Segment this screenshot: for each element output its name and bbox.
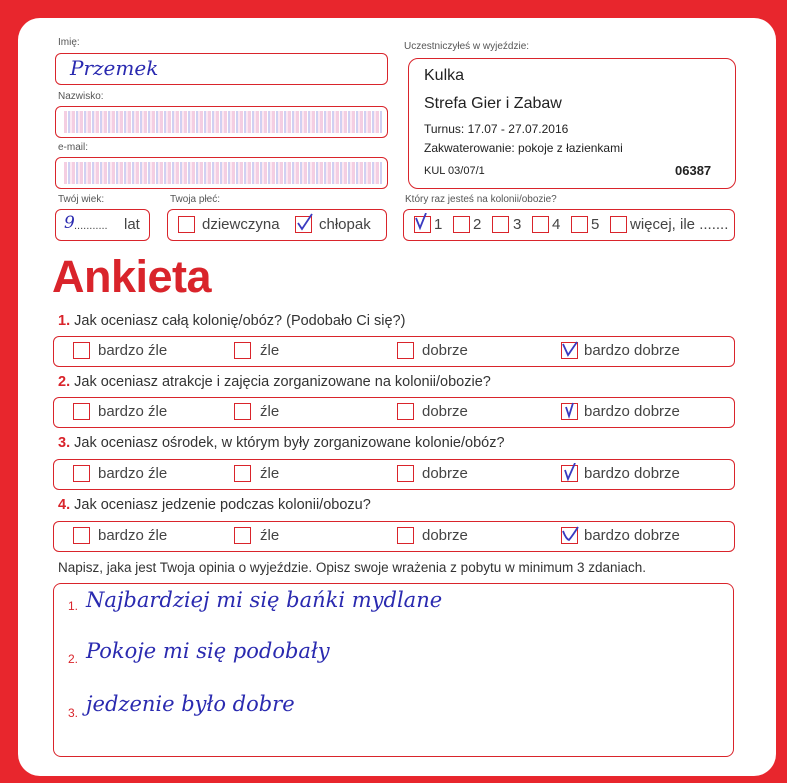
gender-male-label: chłopak — [319, 216, 371, 233]
q1-dobrze-checkbox[interactable] — [397, 342, 414, 359]
question-3-number: 3. — [58, 435, 71, 451]
question-3-scale — [53, 459, 735, 490]
times-4-label: 4 — [552, 216, 561, 233]
q4-bardzo-zle-label: bardzo źle — [98, 527, 168, 544]
question-2 — [58, 374, 491, 390]
gender-label: Twoja płeć: — [170, 194, 221, 205]
times-more-checkbox[interactable] — [610, 216, 627, 233]
age-value: 9 — [64, 213, 75, 233]
trip-label: Uczestniczyłeś w wyjeździe: — [404, 41, 530, 52]
redacted-email — [64, 162, 382, 184]
q2-dobrze-checkbox[interactable] — [397, 403, 414, 420]
check-mark-icon — [414, 213, 434, 233]
times-2-checkbox[interactable] — [453, 216, 470, 233]
question-4-scale — [53, 521, 735, 552]
times-more-label: więcej, ile ....... — [630, 216, 729, 233]
times-field — [403, 209, 735, 241]
opinion-line-2-number: 2. — [68, 652, 79, 666]
check-mark-icon — [561, 340, 581, 360]
q4-zle-label: źle — [260, 527, 280, 544]
times-1-checkbox[interactable] — [414, 216, 431, 233]
q1-bardzo-dobrze-checkbox[interactable] — [561, 342, 578, 359]
question-2-scale — [53, 397, 735, 428]
email-label: e-mail: — [58, 142, 89, 153]
check-mark-icon — [295, 213, 315, 233]
times-5-label: 5 — [591, 216, 600, 233]
opinion-line-1: Najbardziej mi się bańki mydlane — [86, 588, 443, 612]
surname-field[interactable] — [55, 106, 388, 138]
trip-info-box — [408, 58, 736, 189]
question-4-number: 4. — [58, 497, 71, 513]
question-2-text: Jak oceniasz atrakcje i zajęcia zorganizowane na kolonii/obozie? — [74, 374, 491, 390]
q4-dobrze-label: dobrze — [422, 527, 468, 544]
q3-bardzo-dobrze-label: bardzo dobrze — [584, 465, 680, 482]
form-number: 06387 — [675, 163, 712, 178]
times-3-label: 3 — [513, 216, 522, 233]
q2-bardzo-dobrze-checkbox[interactable] — [561, 403, 578, 420]
redacted-surname — [64, 111, 382, 133]
q4-bardzo-zle-checkbox[interactable] — [73, 527, 90, 544]
q2-bardzo-zle-label: bardzo źle — [98, 403, 168, 420]
opinion-line-3-number: 3. — [68, 706, 79, 720]
times-4-checkbox[interactable] — [532, 216, 549, 233]
question-1-scale — [53, 336, 735, 367]
age-unit: lat — [124, 216, 140, 233]
q2-zle-label: źle — [260, 403, 280, 420]
opinion-line-1-number: 1. — [68, 599, 79, 613]
trip-code: KUL 03/07/1 — [424, 165, 485, 177]
question-3 — [58, 435, 505, 451]
check-mark-icon — [561, 463, 581, 483]
question-3-text: Jak oceniasz ośrodek, w którym były zorganizowane kolonie/obóz? — [74, 435, 505, 451]
question-1-text: Jak oceniasz całą kolonię/obóz? (Podobało Ci się?) — [74, 313, 406, 329]
check-mark-icon — [561, 401, 581, 421]
q3-bardzo-dobrze-checkbox[interactable] — [561, 465, 578, 482]
email-field[interactable] — [55, 157, 388, 189]
times-1-label: 1 — [434, 216, 443, 233]
gender-female-label: dziewczyna — [202, 216, 280, 233]
name-value: Przemek — [70, 56, 159, 80]
turnus: Turnus: 17.07 - 27.07.2016 — [424, 122, 569, 136]
opinion-prompt: Napisz, jaka jest Twoja opinia o wyjeździe. Opisz swoje wrażenia z pobytu w minimum 3 zdaniach. — [58, 560, 647, 575]
survey-sheet — [18, 18, 776, 776]
trip-subtitle: Strefa Gier i Zabaw — [424, 95, 562, 112]
trip-name: Kulka — [424, 67, 465, 84]
opinion-line-2: Pokoje mi się podobały — [86, 639, 330, 663]
q2-bardzo-zle-checkbox[interactable] — [73, 403, 90, 420]
q3-zle-label: źle — [260, 465, 280, 482]
q1-bardzo-dobrze-label: bardzo dobrze — [584, 342, 680, 359]
times-5-checkbox[interactable] — [571, 216, 588, 233]
q3-dobrze-label: dobrze — [422, 465, 468, 482]
opinion-line-3: jedzenie było dobre — [86, 692, 295, 716]
q1-bardzo-zle-label: bardzo źle — [98, 342, 168, 359]
age-dots: ........... — [74, 220, 108, 232]
q4-bardzo-dobrze-label: bardzo dobrze — [584, 527, 680, 544]
gender-female-checkbox[interactable] — [178, 216, 195, 233]
question-1 — [58, 313, 405, 329]
question-4-text: Jak oceniasz jedzenie podczas kolonii/obozu? — [74, 497, 371, 513]
q2-dobrze-label: dobrze — [422, 403, 468, 420]
q1-zle-checkbox[interactable] — [234, 342, 251, 359]
q4-zle-checkbox[interactable] — [234, 527, 251, 544]
q3-zle-checkbox[interactable] — [234, 465, 251, 482]
times-2-label: 2 — [473, 216, 482, 233]
q2-zle-checkbox[interactable] — [234, 403, 251, 420]
gender-field — [167, 209, 387, 241]
q2-bardzo-dobrze-label: bardzo dobrze — [584, 403, 680, 420]
survey-title: Ankieta — [52, 251, 212, 302]
opinion-box[interactable] — [53, 583, 734, 757]
gender-male-checkbox[interactable] — [295, 216, 312, 233]
name-label: Imię: — [58, 37, 80, 48]
q4-dobrze-checkbox[interactable] — [397, 527, 414, 544]
q1-bardzo-zle-checkbox[interactable] — [73, 342, 90, 359]
times-label: Który raz jesteś na kolonii/obozie? — [405, 194, 557, 205]
age-label: Twój wiek: — [58, 194, 105, 205]
question-2-number: 2. — [58, 374, 71, 390]
times-3-checkbox[interactable] — [492, 216, 509, 233]
age-field[interactable] — [55, 209, 150, 241]
question-4 — [58, 497, 371, 513]
q3-bardzo-zle-label: bardzo źle — [98, 465, 168, 482]
q3-bardzo-zle-checkbox[interactable] — [73, 465, 90, 482]
surname-label: Nazwisko: — [58, 91, 104, 102]
check-mark-icon — [561, 525, 581, 545]
q3-dobrze-checkbox[interactable] — [397, 465, 414, 482]
q4-bardzo-dobrze-checkbox[interactable] — [561, 527, 578, 544]
question-1-number: 1. — [58, 313, 71, 329]
q1-zle-label: źle — [260, 342, 280, 359]
name-field[interactable] — [55, 53, 388, 85]
accommodation: Zakwaterowanie: pokoje z łazienkami — [424, 141, 623, 155]
q1-dobrze-label: dobrze — [422, 342, 468, 359]
